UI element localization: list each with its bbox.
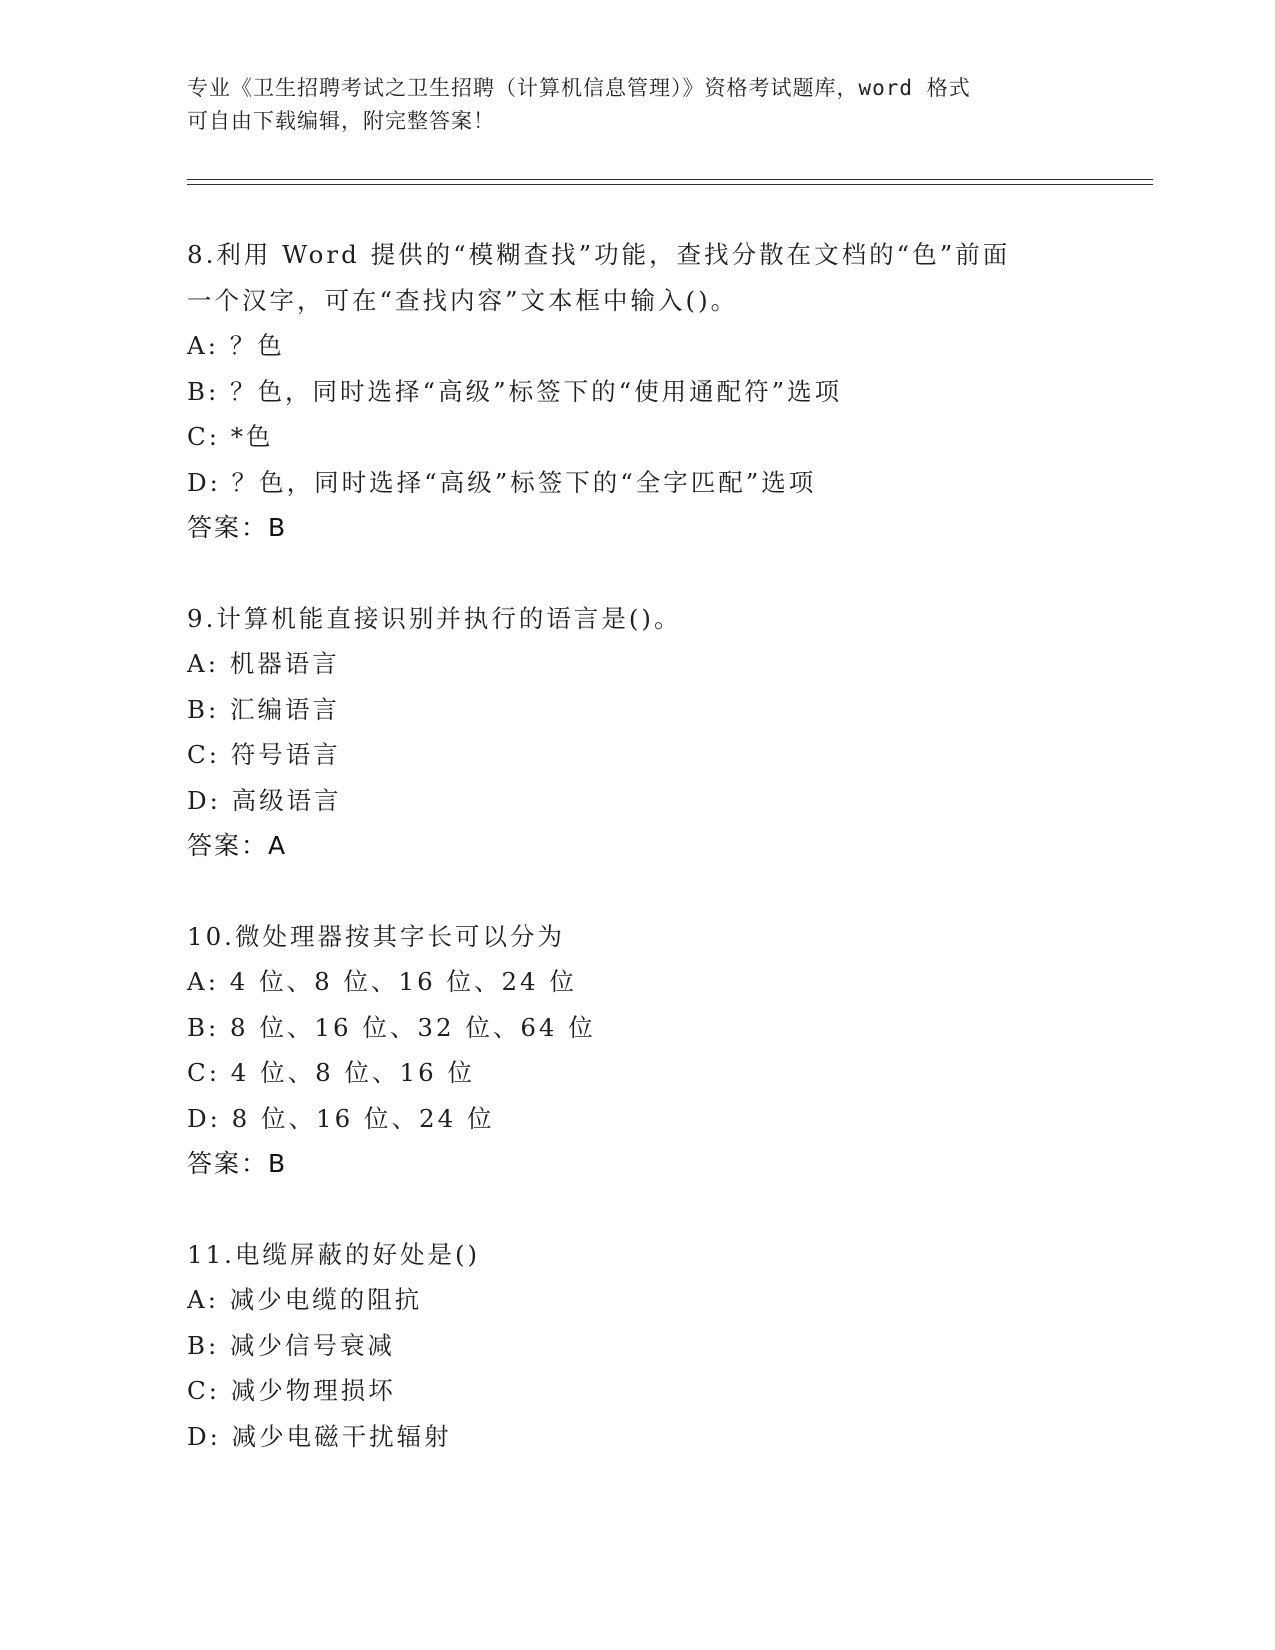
option-a: A: ？色: [187, 331, 285, 360]
option-a: A: 4 位、8 位、16 位、24 位: [187, 967, 577, 996]
option-a: A: 机器语言: [187, 649, 340, 678]
question-stem: 9.计算机能直接识别并执行的语言是()。: [187, 603, 682, 633]
question-stem: 一个汉字，可在“查找内容”文本框中输入()。: [187, 285, 739, 315]
answer-label: 答案：B: [187, 1149, 288, 1178]
question-stem: 10.微处理器按其字长可以分为: [187, 921, 565, 951]
document-header: [187, 72, 1067, 138]
header-divider-bottom: [187, 184, 1153, 185]
question-10: [187, 914, 1107, 1187]
question-9: [187, 596, 1107, 869]
option-b: B: ？色，同时选择“高级”标签下的“使用通配符”选项: [187, 376, 843, 406]
header-title-line-1: 专业《卫生招聘考试之卫生招聘（计算机信息管理）》资格考试题库，word 格式: [187, 76, 971, 100]
option-d: D: ？色，同时选择“高级”标签下的“全字匹配”选项: [187, 467, 817, 497]
option-b: B: 汇编语言: [187, 694, 341, 724]
option-b: B: 8 位、16 位、32 位、64 位: [187, 1012, 596, 1042]
option-c: C: 符号语言: [187, 740, 341, 769]
option-c: C: *色: [187, 422, 274, 451]
header-divider-top: [187, 179, 1153, 180]
option-d: D: 高级语言: [187, 785, 342, 815]
option-d: D: 减少电磁干扰辐射: [187, 1421, 452, 1451]
option-c: C: 减少物理损坏: [187, 1376, 396, 1405]
question-8: [187, 232, 1107, 551]
option-a: A: 减少电缆的阻抗: [187, 1285, 423, 1314]
header-title-line-2: 可自由下载编辑，附完整答案！: [187, 109, 495, 133]
answer-label: 答案：B: [187, 513, 288, 542]
option-d: D: 8 位、16 位、24 位: [187, 1103, 495, 1133]
question-list: [187, 232, 1107, 1504]
question-11: [187, 1232, 1107, 1460]
option-c: C: 4 位、8 位、16 位: [187, 1058, 476, 1087]
answer-label: 答案：A: [187, 831, 288, 860]
question-stem: 11.电缆屏蔽的好处是(): [187, 1239, 481, 1269]
question-stem: 8.利用 Word 提供的“模糊查找”功能，查找分散在文档的“色”前面: [187, 240, 1011, 269]
option-b: B: 减少信号衰减: [187, 1330, 396, 1360]
